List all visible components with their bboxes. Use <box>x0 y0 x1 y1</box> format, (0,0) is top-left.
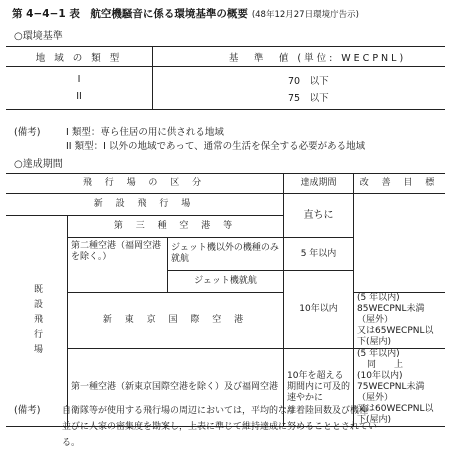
table-row <box>6 293 445 349</box>
class1-airport-cell: 第一種空港（新東京国際空港を除く）及び福岡空港 <box>68 349 284 427</box>
standard-value-cell: 70 以下 <box>288 75 329 87</box>
table-header-row <box>6 174 445 194</box>
target-mid-line: 又は65WECPNL以下(屋内) <box>357 326 434 347</box>
notes-label: (備考) <box>14 127 41 138</box>
new-tokyo-airport-cell: 新 東 京 国 際 空 港 <box>68 293 284 349</box>
header-period: 達成期間 <box>284 174 354 194</box>
ten-years-cell: 10年以内 <box>284 271 354 349</box>
target-bottom-line: 75WECPNL未満（屋外） <box>357 382 425 403</box>
title-sub: (48年12月27日環境庁告示) <box>251 10 359 20</box>
footnote-line: 自衛隊等が使用する飛行場の周辺においては，平均的な離着陸回数及び機種 <box>62 406 369 416</box>
target-mid-line: 85WECPNL未満（屋外） <box>357 304 425 325</box>
footnote-text <box>62 403 447 451</box>
jet-cell: ジェット機就航 <box>168 271 284 293</box>
target-bottom-line: (5 年以内) <box>357 349 400 359</box>
page-title <box>12 6 359 21</box>
note-type-1: I 類型：専ら住居の用に供される地域 <box>66 127 224 138</box>
standard-value-cell: 75 以下 <box>288 92 329 104</box>
header-standard-value: 基 準 値 (単位: WECPNL) <box>153 47 446 67</box>
five-years-cell: 5 年以内 <box>284 238 354 271</box>
footnote-label: (備考) <box>14 405 41 416</box>
header-region-type: 地 域 の 類 型 <box>6 47 153 67</box>
target-bottom-line: 同 上 <box>367 360 404 370</box>
environment-standard-table <box>6 46 445 110</box>
table-row <box>6 88 445 110</box>
target-mid-line: (5 年以内) <box>357 293 400 303</box>
new-airport-cell: 新 設 飛 行 場 <box>6 194 284 216</box>
table-header-row <box>6 47 445 67</box>
target-bottom-line: 又は60WECPNL以下(屋内) <box>357 404 434 425</box>
region-type-cell: I <box>6 67 153 89</box>
existing-airport-cell: 既設飛行場 <box>6 216 68 427</box>
region-type-cell: II <box>6 88 153 110</box>
table-row <box>6 194 445 216</box>
class2-airport-cell: 第二種空港（福岡空港を除く。） <box>68 238 168 293</box>
header-airport-category: 飛 行 場 の 区 分 <box>6 174 284 194</box>
header-target: 改 善 目 標 <box>354 174 446 194</box>
section-achievement-period: ○達成期間 <box>14 159 63 170</box>
target-blank-cell <box>354 194 446 293</box>
immediate-cell: 直ちに <box>284 194 354 238</box>
title-main: 第 4−4−1 表 航空機騒音に係る環境基準の概要 <box>12 8 248 20</box>
class3-airport-cell: 第 三 種 空 港 等 <box>68 216 284 238</box>
footnote-line: 並びに人家の密集度を勘案し，上表に準じて維持達成に努めることとされてい <box>62 422 378 432</box>
over-ten-years-cell: 10年を超える期間内に可及的速やかに <box>284 349 354 427</box>
note-type-2: II 類型：I 以外の地域であって、通常の生活を保全する必要がある地域 <box>66 141 366 152</box>
footnote-line: る。 <box>62 438 81 448</box>
non-jet-cell: ジェット機以外の機種のみ就航 <box>168 238 284 271</box>
section-environment-standard: ○環境基準 <box>14 31 63 42</box>
target-bottom-line: (10年以内) <box>357 371 403 381</box>
target-mid-cell <box>354 293 446 349</box>
achievement-period-table <box>6 173 445 427</box>
table-row <box>6 67 445 89</box>
